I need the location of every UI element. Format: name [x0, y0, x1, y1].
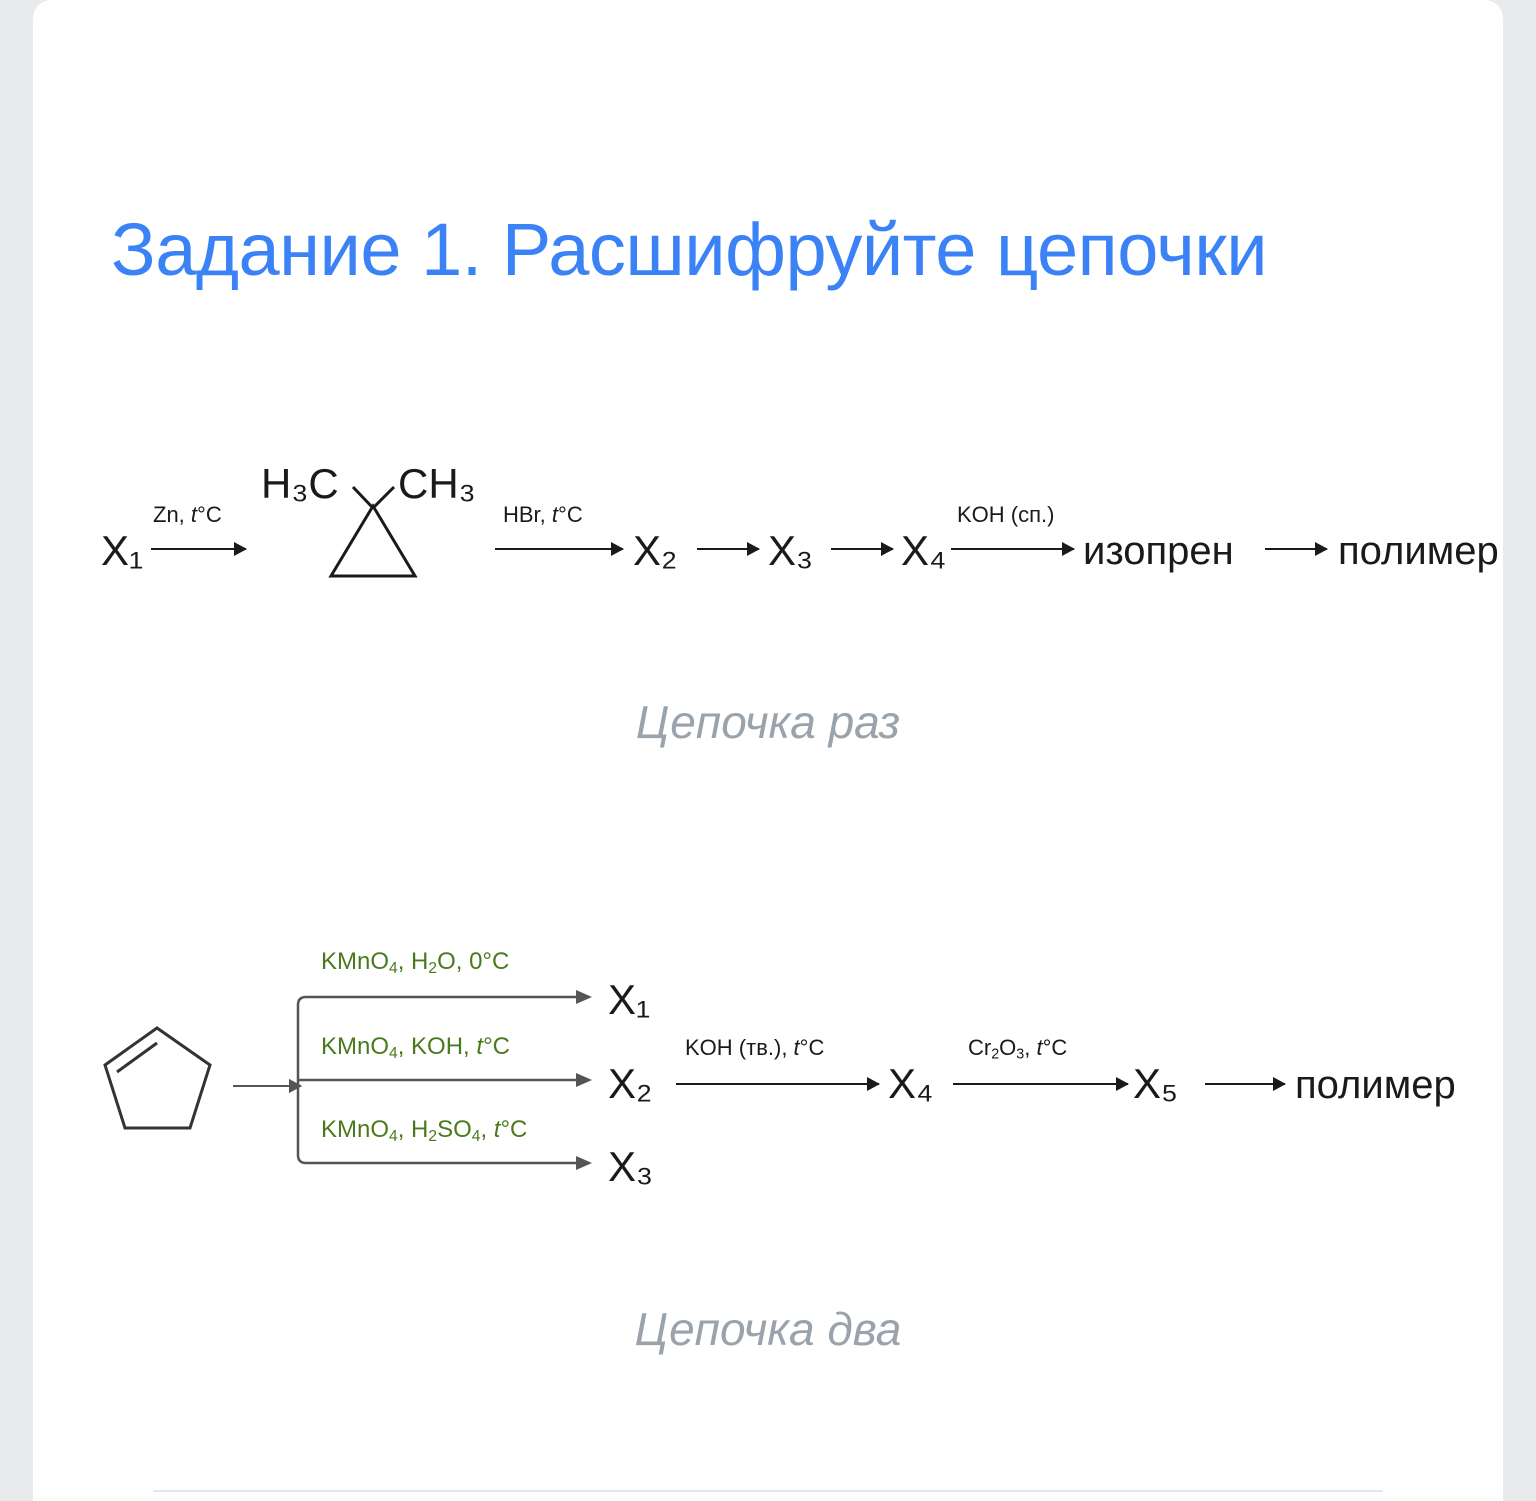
chain1-node-x4: X₄	[901, 527, 947, 574]
chain1-node-x2: X₂	[633, 527, 678, 574]
chain2-branch-bus	[288, 975, 628, 1205]
chain2-node-polymer: полимер	[1295, 1063, 1456, 1107]
structure-label-h3c: H₃C	[261, 460, 339, 507]
chain1-node-polymer: полимер	[1338, 529, 1499, 573]
chain1-node-isoprene: изопрен	[1083, 529, 1234, 573]
structure-dimethylcyclopropane	[261, 460, 486, 590]
chain1-node-x1: X₁	[101, 527, 144, 574]
reaction-chain-2	[33, 920, 1503, 1220]
chain2-condition-koh-solid: KOH (тв.), t°C	[685, 1035, 825, 1060]
document-page	[33, 0, 1503, 1501]
page-title: Задание 1. Расшифруйте цепочки	[111, 207, 1268, 291]
chain1-arrow-1	[151, 548, 246, 550]
chain2-node-x1: X₁	[608, 976, 651, 1023]
chain1-arrow-5	[951, 548, 1074, 550]
chain1-arrow-2	[495, 548, 623, 550]
cyclopentene-ring	[95, 1020, 225, 1140]
chain2-condition-branch-bottom: KMnO$_4$, $H_2SO_4$, t°C	[321, 1116, 528, 1145]
structure-cyclopentene	[95, 1020, 225, 1140]
chain2-node-x2: X₂	[608, 1060, 653, 1107]
chain1-arrow-4	[831, 548, 893, 550]
chain2-condition-cr2o3: $Cr_2O_3$, t°C	[968, 1035, 1068, 1063]
chain2-arrow-x5-polymer	[1205, 1083, 1285, 1085]
chain2-condition-branch-mid: KMnO$_4$, KOH, t°C	[321, 1033, 510, 1062]
chain1-condition-koh: KOH (сп.)	[957, 502, 1055, 527]
chain1-condition-hbr: HBr, t°C	[503, 502, 583, 527]
chain1-caption: Цепочка раз	[635, 696, 901, 748]
reaction-chain-1	[33, 455, 1503, 645]
chain1-condition-zn: Zn, t°C	[153, 502, 222, 527]
chain2-node-x3: X₃	[608, 1143, 654, 1190]
chain2-caption: Цепочка два	[634, 1303, 902, 1355]
chain2-arrow-x4-x5	[953, 1083, 1128, 1085]
chain2-node-x5: X₅	[1133, 1060, 1178, 1107]
chain2-condition-branch-top: KMnO$_4$, $H_2O$, 0°C	[321, 948, 510, 977]
chain2-node-x4: X₄	[888, 1060, 934, 1107]
structure-label-ch3: CH₃	[398, 460, 476, 507]
chain1-arrow-6	[1265, 548, 1327, 550]
bottom-divider	[153, 1490, 1383, 1492]
chain1-arrow-3	[697, 548, 759, 550]
chain1-node-x3: X₃	[768, 527, 814, 574]
cyclopropane-ring	[261, 460, 486, 590]
chain2-arrow-x2-x4	[676, 1083, 879, 1085]
